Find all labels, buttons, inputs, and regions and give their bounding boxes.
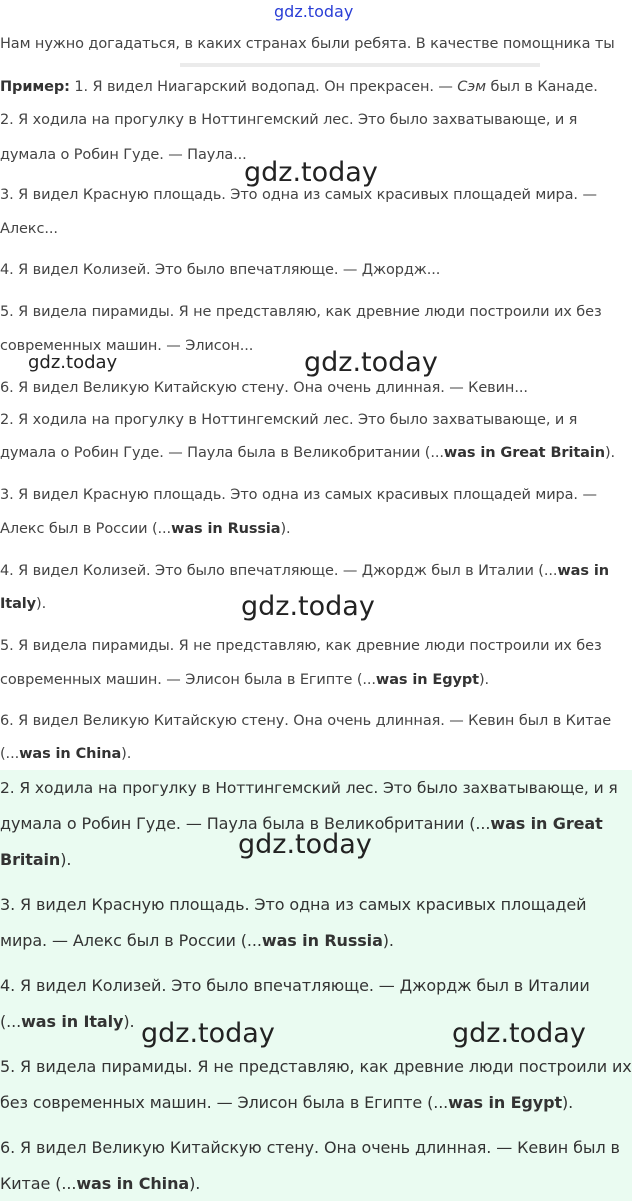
task-4-line: 4. Я видел Колизей. Это было впечатляюще. — Джордж... <box>0 262 441 278</box>
answer-bold: was in Egypt <box>375 672 479 688</box>
intro-text: Нам нужно догадаться, в каких странах были ребята. В качестве помощника ты <box>0 36 615 52</box>
answer-text: Алекс был в России (... <box>0 521 172 537</box>
answer1-5-line-2 <box>0 670 489 690</box>
answer-bold: was in China <box>19 746 122 762</box>
answer-bold: was in Great Britain <box>443 445 605 461</box>
answer2-2-line-3 <box>0 850 71 870</box>
answer-text: ). <box>189 1174 201 1193</box>
watermark: gdz.today <box>274 2 354 21</box>
watermark: gdz.today <box>241 591 375 622</box>
answer-text: 4. Я видел Колизей. Это было впечатляюще. — Джордж был в Италии (... <box>0 563 558 579</box>
answer1-5-line-1: 5. Я видела пирамиды. Я не представляю, как древние люди построили их без <box>0 638 602 654</box>
answer2-6-line-1: 6. Я видел Великую Китайскую стену. Она очень длинная. — Кевин был в <box>0 1138 620 1157</box>
answer1-2-line-1: 2. Я ходила на прогулку в Ноттингемский лес. Это было захватывающе, и я <box>0 412 578 428</box>
task-5-line-2: современных машин. — Элисон... <box>0 338 254 354</box>
answer-text: ). <box>604 445 616 461</box>
answer2-5-line-2 <box>0 1093 573 1113</box>
task-5-line-1: 5. Я видела пирамиды. Я не представляю, как древние люди построили их без <box>0 304 602 320</box>
answer2-3-line-2 <box>0 931 394 951</box>
answer1-6-line-1: 6. Я видел Великую Китайскую стену. Она очень длинная. — Кевин был в Китае <box>0 713 612 729</box>
example-end: был в Канаде. <box>486 79 598 95</box>
answer2-4-line-1: 4. Я видел Колизей. Это было впечатляюще. — Джордж был в Италии <box>0 976 590 995</box>
answer-bold: Italy <box>0 596 37 612</box>
watermark: gdz.today <box>141 1018 275 1049</box>
example-line <box>0 77 598 97</box>
watermark: gdz.today <box>28 352 118 373</box>
answer-bold: was in <box>557 563 609 579</box>
answer-bold: was in China <box>76 1174 190 1193</box>
answer-text: ). <box>121 746 132 762</box>
obscured-line <box>180 63 540 67</box>
answer2-6-line-2 <box>0 1174 200 1194</box>
answer2-3-line-1: 3. Я видел Красную площадь. Это одна из самых красивых площадей <box>0 895 587 914</box>
example-name: Сэм <box>457 79 486 95</box>
answer-bold: was in Egypt <box>448 1093 563 1112</box>
answer2-2-line-1: 2. Я ходила на прогулку в Ноттингемский лес. Это было захватывающе, и я <box>0 779 618 797</box>
answer-bold: was in Italy <box>21 1012 124 1031</box>
answer-text: думала о Робин Гуде. — Паула была в Великобритании (... <box>0 445 444 461</box>
watermark: gdz.today <box>452 1018 586 1049</box>
answer-bold: was in Russia <box>261 931 383 950</box>
answer1-4-line-2 <box>0 594 46 614</box>
answer-text: ). <box>562 1093 574 1112</box>
watermark: gdz.today <box>304 347 438 378</box>
watermark: gdz.today <box>244 157 378 188</box>
task-2-line-2: думала о Робин Гуде. — Паула... <box>0 147 247 163</box>
answer-text: ). <box>280 521 291 537</box>
watermark: gdz.today <box>238 829 372 860</box>
answer-text: (... <box>0 746 20 762</box>
answer-text: современных машин. — Элисон была в Египте (... <box>0 672 376 688</box>
answer1-3-line-1: 3. Я видел Красную площадь. Это одна из самых красивых площадей мира. — <box>0 487 597 503</box>
answer1-3-line-2 <box>0 519 291 539</box>
answer1-4-line-1 <box>0 561 609 581</box>
answer-bold: Britain <box>0 850 61 869</box>
answer-bold: was in Great <box>490 814 603 833</box>
answer-text: ). <box>36 596 47 612</box>
answer-text: думала о Робин Гуде. — Паула была в Великобритании (... <box>0 814 491 833</box>
answer-text: Китае (... <box>0 1174 77 1193</box>
answer-text: ). <box>382 931 394 950</box>
answer-text: мира. — Алекс был в России (... <box>0 931 262 950</box>
answer-text: (... <box>0 1012 22 1031</box>
task-3-line-2: Алекс... <box>0 221 58 237</box>
answer-text: без современных машин. — Элисон была в Египте (... <box>0 1093 449 1112</box>
example-text: 1. Я видел Ниагарский водопад. Он прекрасен. — <box>69 79 458 95</box>
task-3-line-1: 3. Я видел Красную площадь. Это одна из самых красивых площадей мира. — <box>0 187 597 203</box>
answer-text: ). <box>60 850 72 869</box>
answer1-6-line-2 <box>0 744 131 764</box>
answer2-5-line-1: 5. Я видела пирамиды. Я не представляю, как древние люди построили их <box>0 1057 632 1076</box>
example-label: Пример: <box>0 79 70 95</box>
answer-bold: was in Russia <box>171 521 281 537</box>
answer-text: ). <box>123 1012 135 1031</box>
task-6-line: 6. Я видел Великую Китайскую стену. Она очень длинная. — Кевин... <box>0 380 528 396</box>
answer2-4-line-2 <box>0 1012 134 1032</box>
answer-text: ). <box>478 672 490 688</box>
task-2-line-1: 2. Я ходила на прогулку в Ноттингемский лес. Это было захватывающе, и я <box>0 112 578 128</box>
answer1-2-line-2 <box>0 443 615 463</box>
